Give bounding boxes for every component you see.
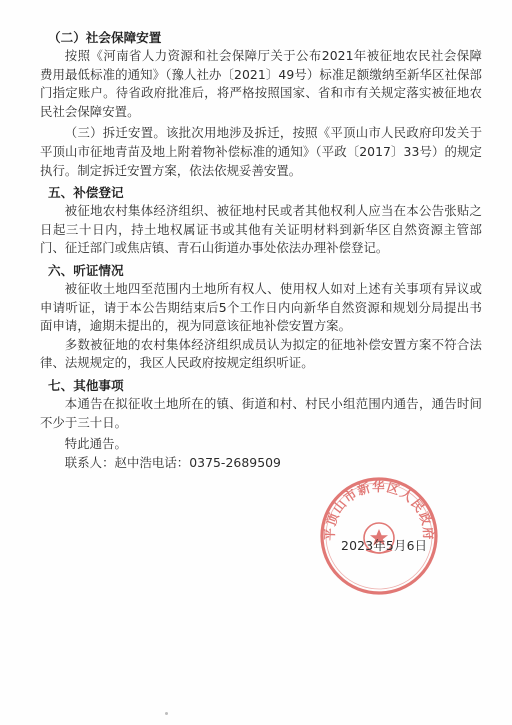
section-social-body: 按照《河南省人力资源和社会保障厅关于公布2021年被征地农民社会保障费用最低标准的通知》（豫人社办〔2021〕49号）标准足额缴纳至新华区社保部门指定账户。待省政府批准后，将严格按照国家、省和市有关规定落实被征地农民社会保障安置。 (40, 48, 482, 119)
section-registration-body: 被征地农村集体经济组织、被征地村民或者其他权利人应当在本公告张贴之日起三十日内，持土地权属证书或其他有关证明材料到新华区自然资源主管部门、征迁部门或焦店镇、青石山街道办事处依法办理补偿登记。 (40, 203, 482, 256)
seal-text: 平顶山市新华区人民政府 (321, 479, 437, 541)
issue-date: 2023年5月6日 (341, 538, 428, 553)
document-body (40, 28, 482, 472)
scan-dot (165, 712, 168, 715)
section-demolition-paragraph (40, 124, 482, 180)
contact-line: 联系人：赵中浩电话：0375-2689509 (64, 454, 281, 470)
section-hearing-body-1: 被征收土地四至范围内土地所有权人、使用权人如对上述有关事项有异议或申请听证，请于本公告期结束后5个工作日内向新华自然资源和规划分局提出书面申请，逾期未提出的，视为同意该征地补偿安置方案。 (40, 280, 482, 334)
section-hearing-body-2: 多数被征地的农村集体经济组织成员认为拟定的征地补偿安置方案不符合法律、法规规定的，我区人民政府按规定组织听证。 (40, 336, 482, 371)
section-registration-heading: 五、补偿登记 (48, 185, 124, 201)
closing-text: 特此通告。 (64, 436, 127, 452)
section-other-heading: 七、其他事项 (48, 377, 124, 393)
section-social-heading: （二）社会保障安置 (48, 30, 162, 45)
section-hearing-heading: 六、听证情况 (48, 262, 124, 278)
section-demolition-body: 该批次用地涉及拆迁，按照《平顶山市人民政府印发关于平顶山市征地青苗及地上附着物补偿标准的通知》（平政〔2017〕33号）的规定执行。制定拆迁安置方案，依法依规妥善安置。 (40, 125, 483, 178)
section-demolition-heading: （三）拆迁安置。 (64, 125, 166, 141)
section-other-body: 本通告在拟征收土地所在的镇、街道和村、村民小组范围内通告，通告时间不少于三十日。 (40, 395, 482, 430)
